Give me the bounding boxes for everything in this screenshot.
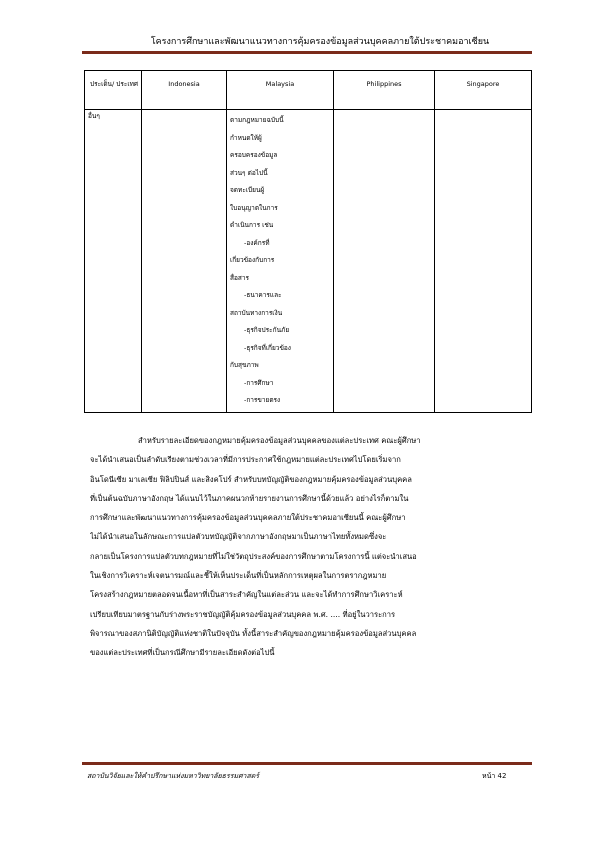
indonesia-cell — [142, 110, 227, 413]
malaysia-line: -องค์กรที่ — [244, 238, 270, 247]
malaysia-line: ดำเนินการ เช่น — [230, 221, 274, 229]
row-label-other: อื่นๆ — [88, 112, 100, 120]
header-cell-malaysia: Malaysia — [227, 71, 334, 110]
malaysia-line: -ธนาคารและ — [244, 291, 282, 299]
body-line: ของแต่ละประเทศที่เป็นกรณีศึกษามีรายละเอียดดังต่อไปนี้ — [90, 648, 275, 658]
footer-institute: สถาบันวิจัยและให้คำปรึกษาแห่งมหาวิทยาลัยธรรมศาสตร์ — [87, 772, 260, 780]
malaysia-line: กำหนดให้ผู้ — [230, 133, 262, 142]
singapore-cell — [435, 110, 532, 413]
header-cell-indonesia: Indonesia — [142, 71, 227, 110]
malaysia-line: ครอบครองข้อมูล — [230, 151, 278, 159]
body-line: การศึกษาและพัฒนาแนวทางการคุ้มครองข้อมูลส่วนบุคคลภายใต้ประชาคมอาเซียนนี้ คณะผู้ศึกษา — [90, 513, 406, 523]
malaysia-line: -การศึกษา — [244, 378, 274, 387]
header-cell-philippines: Philippines — [334, 71, 435, 110]
body-line: ในเชิงการวิเคราะห์เจตนารมณ์และชี้ให้เห็นประเด็นที่เป็นหลักการเหตุผลในการตรากฎหมาย — [90, 571, 387, 581]
malaysia-line: ตามกฎหมายฉบับนี้ — [230, 116, 284, 124]
header-cell-singapore: Singapore — [435, 71, 532, 110]
malaysia-line: เกี่ยวข้องกับการ — [230, 256, 275, 264]
body-line: เปรียบเทียบมาตรฐานกับร่างพระราชบัญญัติคุ้มครองข้อมูลส่วนบุคคล พ.ศ. .... ที่อยู่ในวาระการ — [90, 609, 396, 619]
header-issue-label: ประเด็น/ ประเทศ — [90, 80, 138, 88]
table-row — [85, 110, 532, 413]
header-cell-issue-country — [85, 71, 142, 110]
malaysia-cell — [227, 110, 334, 413]
body-line: ไม่ได้นำเสนอในลักษณะการแปลตัวบทบัญญัติจากภาษาอังกฤษมาเป็นภาษาไทยทั้งหมดซึ่งจะ — [90, 532, 387, 542]
footer-divider — [82, 762, 532, 765]
malaysia-line: -ธุรกิจประกันภัย — [244, 326, 290, 334]
table-header-row — [85, 71, 532, 110]
malaysia-line: กับสุขภาพ — [230, 361, 259, 369]
malaysia-text — [227, 110, 333, 412]
body-line: สำหรับรายละเอียดของกฎหมายคุ้มครองข้อมูลส่วนบุคคลของแต่ละประเทศ คณะผู้ศึกษา — [138, 436, 421, 445]
body-line: ที่เป็นต้นฉบับภาษาอังกฤษ ได้แนบไว้ในภาคผนวกท้ายรายงานการศึกษานี้ด้วยแล้ว อย่างไรก็ตามใน — [90, 493, 409, 503]
page-header-title: โครงการศึกษาและพัฒนาแนวทางการคุ้มครองข้อมูลส่วนบุคคลภายใต้ประชาคมอาเซียน — [150, 37, 490, 47]
malaysia-line: ส่วนๆ ต่อไปนี้ — [230, 168, 268, 177]
malaysia-line: -การขายตรง — [244, 396, 281, 404]
malaysia-line: ใบอนุญาตในการ — [230, 203, 278, 212]
row-label-cell — [85, 110, 142, 413]
philippines-cell — [334, 110, 435, 413]
malaysia-line: สื่อสาร — [230, 273, 249, 282]
comparison-table — [84, 70, 532, 413]
malaysia-line: -ธุรกิจที่เกี่ยวข้อง — [244, 343, 291, 352]
body-line: โครงสร้างกฎหมายตลอดจนเนื้อหาที่เป็นสาระสำคัญในแต่ละส่วน และจะได้ทำการศึกษาวิเคราะห์ — [90, 590, 403, 600]
body-line: จะได้นำเสนอเป็นลำดับเรียงตามช่วงเวลาที่มีการประกาศใช้กฎหมายแต่ละประเทศไปโดยเริ่มจาก — [90, 455, 401, 465]
body-line: กลายเป็นโครงการแปลตัวบทกฎหมายที่ไม่ใช่วัตถุประสงค์ของการศึกษาตามโครงการนี้ แต่จะนำเสนอ — [90, 551, 417, 561]
body-line: พิจารณาของสภานิติบัญญัติแห่งชาติในปัจจุบัน ทั้งนี้สาระสำคัญของกฎหมายคุ้มครองข้อมูลส่วนบุคคล — [90, 628, 417, 638]
page-number: หน้า 42 — [482, 772, 507, 780]
malaysia-line: สถาบันทางการเงิน — [230, 308, 283, 317]
body-line: อินโดนีเซีย มาเลเซีย ฟิลิปปินส์ และสิงคโปร์ สำหรับบทบัญญัติของกฎหมายคุ้มครองข้อมูลส่วนบุคคล — [90, 474, 412, 484]
header-divider — [82, 51, 532, 54]
body-paragraph — [90, 431, 530, 663]
malaysia-line: จดทะเบียนผู้ — [230, 186, 265, 194]
